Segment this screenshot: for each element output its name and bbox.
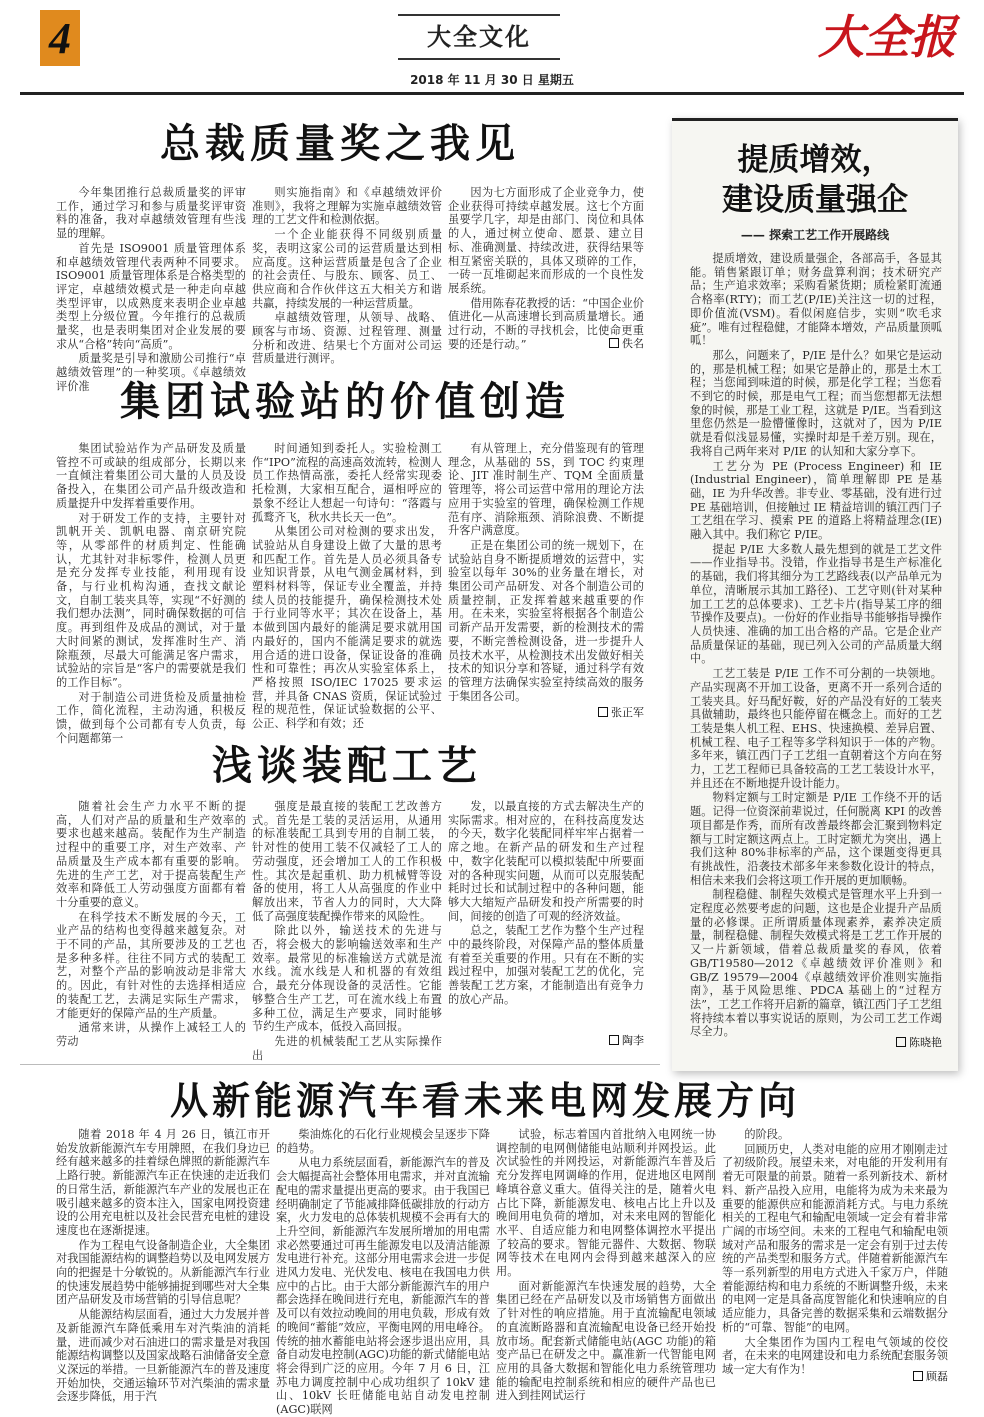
paragraph: 强度是最直接的装配工艺改善方式。首先是工装的灵活运用，从通用的标准装配工具到专用的自制工装，针对性的使用工装不仅减轻了工人的劳动强度，还会增加工人的工作积极性。其次是起重机、助力机械臂等设备的使用，将工人从高强度的作业中解放出来，节省人力的同时，大大降低了高强度装配操作带来的风险性。 <box>252 800 442 923</box>
paragraph: 借用陈春花教授的话：“中国企业价值进化—从高速增长到高质量增长。通过行动，不断的寻找机会，比使命更重要的还是行动。” <box>448 296 644 351</box>
newspaper-logo: 大全报 <box>818 10 956 64</box>
article4-col2 <box>276 1128 490 1417</box>
paragraph: 物料定额与工时定额是 P/IE 工作绕不开的话题。记得一位资深前辈说过，任何脱离 KPI 的改善项目都是作秀，而所有改善最终都会汇聚到物料定额与工时定额这两点上。工时定额尤为突出，遇上我们这种 80%非标率的产品，这个课题变得更具有挑战性，沿袭技术部多年来参数化设计的特点，相信未来我们会将这项工作开展的更加顺畅。 <box>690 791 942 887</box>
sidebar-subtitle: —— 探索工艺工作开展路线 <box>740 228 890 242</box>
paragraph: 首先是 ISO9001 质量管理体系和卓越绩效管理代表两种不同要求。ISO9001 质量管理体系是合格类型的评定，卓越绩效模式是一种走向卓越类型评审，以成熟度来表明企业卓越类型上分级位置。今年推行的总裁质量奖，也是表明集团对企业发展的要求从“合格”转向“高质”。 <box>56 241 246 351</box>
paragraph: 提质增效，建设质量强企，各部高手，各显其能。销售紧跟订单；财务盘算利润；技术研究产品；生产追求效率；采购看紧货期；质检紧盯流通合格率(RTY)；而工艺(P/IE)关注这一切的过程，即价值流(VSM)。看似闲庭信步，实则“吹毛求疵”。唯有过程稳健，才能降本增效，产品质量顶呱呱！ <box>690 252 942 348</box>
author: 张正军 <box>611 706 644 719</box>
square-icon <box>598 707 608 717</box>
author: 顾磊 <box>926 1370 948 1383</box>
author: 陈晓艳 <box>909 1036 942 1049</box>
paragraph: 从电力系统层面看，新能源汽车的普及会大幅提高社会整体用电需求，并对直流输配电的需求量提出更高的要求。由于我国已经明确制定了节能减排降低碳排放的行动方案，火力发电的总体装机规模不会再有大的上升空间，新能源汽车发展所增加的用电需求必然要通过可再生能源发电以及清洁能源发电进行补充。这部分用电需求会进一步促进风力发电、光伏发电、核电在我国电力供应中的占比。由于大部分新能源汽车的用户都会选择在晚间进行充电，新能源汽车的普及可以有效拉动晚间的用电负载，形成有效的晚间“蓄能”效应，平衡电网的用电峰谷。传统的抽水蓄能电站将会逐步退出应用，具备自动发电控制(AGC)功能的新式储能电站将会得到广泛的应用。今年 7 月 6 日，江苏电力调度控制中心成功组织了 10kV 建山、10kV 长旺储能电站自动发电控制(AGC)联网 <box>276 1156 490 1417</box>
article3-byline <box>560 1032 644 1048</box>
paragraph: 对于制造公司进货检及质量抽检工作，简化流程，主动沟通，积极反馈，做到每个公司都有专人负责，每个问题都第一 <box>56 690 246 745</box>
sidebar-title-line2: 建设质量强企 <box>722 182 908 218</box>
paragraph: 回顾历史，人类对电能的应用才刚刚走过了初级阶段。展望未来，对电能的开发利用有着无可限量的前景。随着一系列新技术、新材料、新产品投入应用，电能将为成为未来最为重要的能源供应和能源消耗方式。与电力系统相关的工程电气和输配电领域一定会有着非常广阔的市场空间。未来的工程电气和输配电领域对产品和服务的需求是一定会有别于过去传统的产品类型和服务方式。伴随着新能源汽车等一系列新型的用电方式进入千家万户，伴随着能源结构和电力系统的不断调整升级，未来的电网一定是具备高度智能化和快速响应的自适应能力，具备完善的数据采集和云端数据分析的“可靠、智能”的电网。 <box>722 1142 948 1334</box>
paragraph: 质量奖是引导和激励公司推行“卓越绩效管理”的一种奖项。《卓越绩效评价准 <box>56 352 246 393</box>
sidebar-title <box>690 140 940 220</box>
paragraph: 一个企业能获得不同级别质量奖，表明这家公司的运营质量达到相应高度。这种运营质量是包含了企业的社会责任、与股东、顾客、员工、供应商和合作伙伴这五大相关方和谐共赢，持续发展的一种运营质量。 <box>252 228 442 310</box>
article4-col3 <box>496 1128 716 1403</box>
article4-col4 <box>722 1128 948 1376</box>
article3-col1 <box>56 800 246 1050</box>
paragraph: 工艺工装是 P/IE 工作不可分割的一块领地。产品实现离不开加工设备，更离不开一系列合适的工装夹具。好马配好鞍，好的产品没有好的工装夹具做辅助，最终也只能停留在概念上。而好的工艺工装是集人机工程、EHS、快速换模、差异启置、机械工程、电子工程等多学科知识于一体的产物。多年来，镇江西门子工艺组一直朝着这个方向在努力，工艺工程师已具备较高的工艺工装设计水平，并且还在不断地提升设计能力。 <box>690 667 942 790</box>
paragraph: 作为工程电气设备制造企业，大全集团对我国能源结构的调整趋势以及电网发展方向的把握是十分敏锐的。从新能源汽车行业的快速发展趋势中能够捕捉到哪些对大全集团产品研发及市场营销的引导信息呢？ <box>56 1238 270 1307</box>
paragraph: 则实施指南》和《卓越绩效评价准则》，我将之理解为实施卓越绩效管理的工艺文件和检测依据。 <box>252 186 442 227</box>
paragraph: 随着社会生产力水平不断的提高，人们对产品的质量和生产效率的要求也越来越高。装配作为生产制造过程中的重要工序，对生产效率、产品质量及生产成本都有重要的影响。先进的生产工艺，对于提高装配生产效率和降低工人劳动强度方面都有着十分重要的意义。 <box>56 800 246 909</box>
author: 佚名 <box>622 337 644 350</box>
paragraph: 时间通知到委托人。实验检测工作“IPO”流程的高速高效流转，检测人员工作热情高涨，委托人经常实现委托检测，大家相互配合，逼相呼应的景象不经让人想起一句诗句：“落霞与孤鹜齐飞，秋水共长天一色”。 <box>252 442 442 524</box>
square-icon <box>609 1035 619 1045</box>
article2-col1 <box>56 442 246 745</box>
paragraph: 试验，标志着国内首批纳入电网统一协调控制的电网侧储能电站顺利并网投运。此次试验性的并网投运，对新能源汽车普及后充分发挥电网调峰的作用，促进地区电网削峰填谷意义重大。值得关注的是，随着火电占比下降，新能源发电、核电占比上升以及晚间用电负荷的增加，对未来电网的智能化水平、自适应能力和电网整体调控水平提出了较高的要求。智能元器件、大数据、物联网等技术在电网内会得到越来越深入的应用。 <box>496 1128 716 1279</box>
article2-col2 <box>252 442 442 731</box>
paragraph: 制程稳健、制程失效模式是管理水平上升到一定程度必然要考虑的问题，这也是企业提升产品质量的必修课。正所谓质量体现素养，素养决定质量，制程稳健、制程失效模式将是工艺工作开展的又一片新领域，借着总裁质量奖的春风，依着 GB/T19580—2012《卓越绩效评价准则》和 GB/Z 19579—2004《卓越绩效评价准则实施指南》，基于风险思维、PDCA 基础上的“过程方法”，工艺工作将开启新的篇章，镇江西门子工艺组将持续本着以事实说话的原则，为公司工艺工作竭尽全力。 <box>690 888 942 1039</box>
article1-byline <box>560 335 644 351</box>
paragraph: 除此以外，输送技术的先进与否，将会极大的影响输送效率和生产效率。最常见的标准输送方式就是流水线。流水线是人和机器的有效组合，最充分体现设备的灵活性。它能够整合生产工艺，可在流水线上布置多种工位，满足生产要求，同时能够节约生产成本，低投入高回报。 <box>252 924 442 1034</box>
paragraph: 有从管理上，充分借鉴现有的管理理念，从基础的 5S，到 TOC 约束理论、JIT 准时制生产、TQM 全面质量管理等，将公司运营中常用的理论方法应用于实验室的管理，确保检测工作规范有序、消除瓶颈、消除浪费、不断提升客户满意度。 <box>448 442 644 538</box>
sidebar-body <box>690 252 942 1039</box>
article3-title: 浅谈装配工艺 <box>212 743 482 789</box>
article1-col1 <box>56 186 246 393</box>
article4-title: 从新能源汽车看未来电网发展方向 <box>170 1079 801 1123</box>
paragraph: 面对新能源汽车快速发展的趋势，大全集团已经在产品研发以及市场销售方面做出了针对性的响应措施。用于直流输配电领域的直流断路器和直流输配电设备已经开始投放市场。配套新式储能电站(AGC 功能)的箱变产品已在研发之中。赢准新一代智能电网应用的具备大数据和智能化电力系统管理功能的输配电控制系统和相应的硬件产品也已进入到挂网试运行 <box>496 1279 716 1403</box>
paragraph: 卓越绩效管理，从领导、战略、顾客与市场、资源、过程管理、测量分析和改进、结果七个方面对公司运营质量进行测评。 <box>252 311 442 366</box>
section-divider <box>20 1064 660 1065</box>
header-rule <box>20 92 964 95</box>
author: 陶李 <box>622 1034 644 1047</box>
paragraph: 通常来讲，从操作上减轻工人的劳动 <box>56 1021 246 1048</box>
square-icon <box>896 1037 906 1047</box>
sidebar-byline <box>850 1034 942 1050</box>
article2-byline <box>540 704 644 720</box>
paragraph: 大全集团作为国内工程电气领域的佼佼者，在未来的电网建设和电力系统配套服务领域一定大有作为！ <box>722 1335 948 1376</box>
article4-col1 <box>56 1128 270 1404</box>
paragraph: 柴油炼化的石化行业规模会呈逐步下降的趋势。 <box>276 1128 490 1155</box>
article1-col2 <box>252 186 442 366</box>
paragraph: 因为七方面形成了企业竞争力，使企业获得可持续卓越发展。这七个方面虽要学几字，却是由部门、岗位和具体的人，通过树立使命、愿景、建立目标、准确测量、持续改进，获得结果等相互紧密关联的，具体又琐碎的工作，一砖一瓦堆砌起来而形成的一个良性发展系统。 <box>448 186 644 295</box>
paragraph: 今年集团推行总裁质量奖的评审工作，通过学习和参与质量奖评审资料的准备，我对卓越绩效管理有些浅显的理解。 <box>56 186 246 241</box>
paragraph: 提起 P/IE 大多数人最先想到的就是工艺文件——作业指导书。没错，作业指导书是生产标准化的基础，我们将其细分为工艺路线表(以产品单元为单位，清晰展示其加工路径)、工艺守则(针对某种加工工艺的总体要求)、工艺卡片(指导某工序的细节操作及要点)。一份好的作业指导书能够指导操作人员快速、准确的加工出合格的产品。它是企业产品质量保证的基础，现已列入公司的产品质量大纲中。 <box>690 542 942 666</box>
article3-col2 <box>252 800 442 1062</box>
page-number: 4 <box>40 10 80 66</box>
paragraph: 随着 2018 年 4 月 26 日，镇江市开始发放新能源汽车专用牌照，在我们身边已经有越来越多的挂着绿色牌照的新能源汽车上路行驶。新能源汽车正在快速的走近我们的日常生活，新能源汽车产业的发展也正在吸引越来越多的资本注入，国家电网投资建设的公用充电桩以及社会民营充电桩的建设速度也在逐渐提速。 <box>56 1128 270 1237</box>
paragraph: 对于研发工作的支持，主要针对凯帆开关、凯帆电器、南京研究院等，从零部件的材质判定、性能确认，尤其针对非标零件，检测人员更是充分发挥专业技能，利用现有设备，与行业机构沟通，查找文献论文，自制工装夹具等，实现“不好测的我们想办法测”，同时确保数据的可信度。再到组件及成品的测试，对于量大时间紧的测试，发挥准时生产、消除瓶颈，尽最大可能满足客户需求，试验站的宗旨是“客户的需要就是我们的工作目标”。 <box>56 511 246 689</box>
paragraph: 先进的机械装配工艺从实际操作出 <box>252 1034 442 1062</box>
article4-byline <box>860 1368 948 1384</box>
paragraph: 在科学技术不断发展的今天，工业产品的结构也变得越来越复杂。对于不同的产品，其所要涉及的工艺也是多种多样。往往不同方式的装配工艺，对整个产品的影响波动是非常大的。因此，有针对性的去选择相适应的装配工艺，去满足实际生产需求，才能更好的保障产品的生产质量。 <box>56 910 246 1020</box>
paragraph: 从能源结构层面看，通过大力发展并普及新能源汽车降低乘用车对汽柴油的消耗量，进而减少对石油进口的需求量是对我国能源结构调整以及国家战略石油储备安全意义深远的举措。一旦新能源汽车的普及速度开始加快，交通运输环节对汽柴油的需求量会逐步降低，用于汽 <box>56 1308 270 1404</box>
paragraph: 从集团公司对检测的要求出发，试验站从自身建设上做了大量的思考和匹配工作。首先是人员必须具备专业知识背景，从电气测金属材料，到塑料材料等，保证专业全覆盖，并持续人员的技能提升，确保检测技术处于行业同等水平；其次在设备上，基本做到国内最好的能满足要求就用国内最好的，国内不能满足要求的就选用合适的进口设备，保证设备的准确性和可靠性；再次从实验室体系上，严格按照 ISO/IEC 17025 要求运营，并具备 CNAS 资质，保证试验过程的规范性，保证试验数据的公平、公正、科学和有效；还 <box>252 525 442 731</box>
article1-title: 总裁质量奖之我见 <box>160 121 520 167</box>
paragraph: 总之，装配工艺作为整个生产过程中的最终阶段，对保障产品的整体质量有着至关重要的作用。只有在不断的实践过程中，加强对装配工艺的优化，完善装配工艺方案，才能制造出有竞争力的放心产品。 <box>448 924 644 1006</box>
paragraph: 那么，问题来了，P/IE 是什么？如果它是运动的，那是机械工程；如果它是静止的，那是土木工程；当您闻到味道的时候，那是化学工程；当您看不到它的时候，那是电气工程；而当您想都无法想象的时候，那是工业工程，这就是 P/IE。当看到这里您仍然是一脸懵懂像时，这就对了，因为 P/IE 就是看似浅显易懂，实操时却是千差万别。现在，我将自己两年来对 P/IE 的认知和大家分享下。 <box>690 348 942 458</box>
paragraph: 集团试验站作为产品研发及质量管控不可或缺的组成部分，长期以来一直倾注着集团公司大量的人员及设备投入，在集团公司产品升级改造和质量提升中发挥着重要作用。 <box>56 442 246 510</box>
sidebar-title-line1: 提质增效， <box>737 142 893 178</box>
section-title: 大全文化 <box>398 14 560 60</box>
issue-date: 2018 年 11 月 30 日 星期五 <box>410 73 574 87</box>
article3-col3 <box>448 800 644 1028</box>
paragraph: 正是在集团公司的统一规划下，在试验站自身不断提质增效的运营中，实验室以每年 30%的业务量在增长，对集团公司产品研发、对各个制造公司的质量控制，正发挥着越来越重要的作用。在未来，实验室将根据各个制造公司新产品开发需要，新的检测技术的需要，不断完善检测设备，进一步提升人员技术水平，从检测技术出发做好相关技术的知识分享和答疑，通过科学有效的管理方法确保实验室持续高效的服务于集团各公司。 <box>448 538 644 703</box>
square-icon <box>913 1371 923 1381</box>
paragraph: 发，以最直接的方式去解决生产的实际需求。相对应的，在科技高度发达的今天，数字化装配同样牢牢占据着一席之地。在新产品的研发和生产过程中，数字化装配可以模拟装配中所要面对的各种现实问题，从而可以克服装配耗时过长和试制过程中的各种问题，能够大大缩短产品研发和投产所需要的时间，间接的创造了可观的经济效益。 <box>448 800 644 923</box>
paragraph: 的阶段。 <box>744 1128 790 1141</box>
square-icon <box>609 338 619 348</box>
article2-col3 <box>448 442 644 702</box>
article2-title: 集团试验站的价值创造 <box>120 379 570 425</box>
paragraph: 工艺分为 PE (Process Engineer) 和 IE (Industrial Engineer)，简单理解即 PE 是基础，IE 为升华改善。非专业、零基础，没有进行过 PE 基础培训，但接触过 IE 精益培训的镇江西门子工艺组在学习、摸索 PE 的道路上将精益理念(IE)融入其中。我们称它 P/IE。 <box>690 459 942 542</box>
